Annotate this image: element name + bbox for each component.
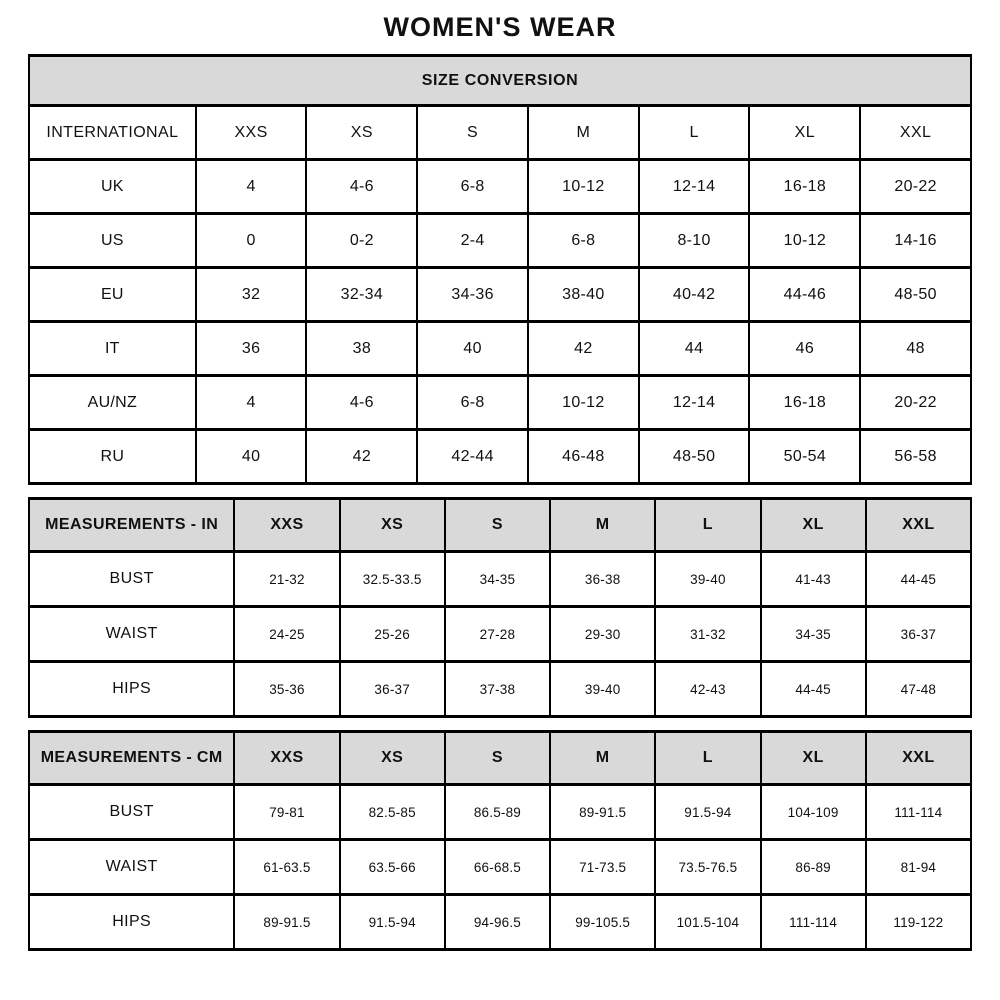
column-header-cell: XL: [749, 106, 860, 160]
table-cell: 0-2: [306, 214, 417, 268]
table-row: [29, 662, 971, 717]
table-cell: 61-63.5: [234, 840, 339, 895]
table-cell: 89-91.5: [550, 785, 655, 840]
table-cell: 32: [196, 268, 307, 322]
row-label-cell: HIPS: [29, 895, 234, 950]
table-cell: 32.5-33.5: [340, 552, 445, 607]
column-header-cell: XL: [761, 499, 866, 552]
table-cell: 6-8: [417, 376, 528, 430]
table-cell: 48-50: [860, 268, 971, 322]
table-cell: 37-38: [445, 662, 550, 717]
table-cell: 48-50: [639, 430, 750, 484]
table-cell: 2-4: [417, 214, 528, 268]
table-row: [29, 322, 971, 376]
table-cell: 24-25: [234, 607, 339, 662]
table-cell: 4: [196, 160, 307, 214]
table-cell: 111-114: [761, 895, 866, 950]
table-cell: 86-89: [761, 840, 866, 895]
table-cell: 36-37: [340, 662, 445, 717]
table-row: [29, 430, 971, 484]
table-cell: 10-12: [528, 160, 639, 214]
column-header-cell: XS: [340, 499, 445, 552]
row-label-cell: IT: [29, 322, 196, 376]
table-title: MEASUREMENTS - CM: [29, 732, 234, 785]
table-cell: 104-109: [761, 785, 866, 840]
table-cell: 40: [417, 322, 528, 376]
table-row: [29, 840, 971, 895]
table-cell: 16-18: [749, 160, 860, 214]
row-label-cell: RU: [29, 430, 196, 484]
table-cell: 44-45: [866, 552, 971, 607]
column-header-cell: L: [639, 106, 750, 160]
column-header-row: [29, 106, 971, 160]
table-cell: 4-6: [306, 160, 417, 214]
table-cell: 31-32: [655, 607, 760, 662]
column-header-cell: L: [655, 499, 760, 552]
table-cell: 44-45: [761, 662, 866, 717]
column-header-cell: XL: [761, 732, 866, 785]
table-cell: 91.5-94: [655, 785, 760, 840]
table-title-row: [29, 56, 971, 106]
table-cell: 25-26: [340, 607, 445, 662]
column-header-cell: XXS: [234, 732, 339, 785]
table-cell: 47-48: [866, 662, 971, 717]
table-title: SIZE CONVERSION: [29, 56, 971, 106]
table-cell: 40-42: [639, 268, 750, 322]
table-cell: 0: [196, 214, 307, 268]
table-cell: 20-22: [860, 376, 971, 430]
table-row: [29, 785, 971, 840]
table-cell: 44: [639, 322, 750, 376]
table-cell: 36-38: [550, 552, 655, 607]
table-cell: 82.5-85: [340, 785, 445, 840]
table-cell: 34-36: [417, 268, 528, 322]
table-cell: 21-32: [234, 552, 339, 607]
column-header-cell: XXS: [196, 106, 307, 160]
table-cell: 71-73.5: [550, 840, 655, 895]
column-header-cell: M: [550, 499, 655, 552]
table-cell: 46-48: [528, 430, 639, 484]
column-header-cell: XXL: [860, 106, 971, 160]
column-header-cell: M: [528, 106, 639, 160]
table-cell: 14-16: [860, 214, 971, 268]
row-label-cell: US: [29, 214, 196, 268]
row-label-cell: AU/NZ: [29, 376, 196, 430]
column-header-cell: S: [417, 106, 528, 160]
row-label-cell: WAIST: [29, 840, 234, 895]
table-cell: 63.5-66: [340, 840, 445, 895]
column-header-cell: XS: [306, 106, 417, 160]
table-row: [29, 552, 971, 607]
table-cell: 12-14: [639, 376, 750, 430]
table-cell: 101.5-104: [655, 895, 760, 950]
column-header-cell: XXS: [234, 499, 339, 552]
table-cell: 8-10: [639, 214, 750, 268]
row-label-cell: BUST: [29, 785, 234, 840]
table-row: [29, 895, 971, 950]
table-cell: 48: [860, 322, 971, 376]
row-label-cell: BUST: [29, 552, 234, 607]
table-cell: 91.5-94: [340, 895, 445, 950]
table-cell: 111-114: [866, 785, 971, 840]
measurements-cm-table: [28, 730, 972, 951]
column-header-cell: M: [550, 732, 655, 785]
table-cell: 10-12: [749, 214, 860, 268]
table-cell: 27-28: [445, 607, 550, 662]
table-cell: 41-43: [761, 552, 866, 607]
table-cell: 50-54: [749, 430, 860, 484]
table-row: [29, 160, 971, 214]
row-label-cell: EU: [29, 268, 196, 322]
table-cell: 56-58: [860, 430, 971, 484]
column-header-cell: L: [655, 732, 760, 785]
measurements-in-table: [28, 497, 972, 718]
table-cell: 42: [528, 322, 639, 376]
table-cell: 39-40: [550, 662, 655, 717]
table-cell: 79-81: [234, 785, 339, 840]
size-conversion-table: [28, 54, 972, 485]
table-cell: 39-40: [655, 552, 760, 607]
table-title: MEASUREMENTS - IN: [29, 499, 234, 552]
table-cell: 81-94: [866, 840, 971, 895]
table-cell: 99-105.5: [550, 895, 655, 950]
table-cell: 42: [306, 430, 417, 484]
column-header-cell: XXL: [866, 732, 971, 785]
table-cell: 4-6: [306, 376, 417, 430]
page-title: WOMEN'S WEAR: [383, 12, 617, 42]
column-header-row: [29, 732, 971, 785]
table-cell: 12-14: [639, 160, 750, 214]
table-cell: 73.5-76.5: [655, 840, 760, 895]
row-label-cell: WAIST: [29, 607, 234, 662]
table-cell: 119-122: [866, 895, 971, 950]
table-cell: 94-96.5: [445, 895, 550, 950]
table-cell: 6-8: [528, 214, 639, 268]
column-header-cell: INTERNATIONAL: [29, 106, 196, 160]
row-label-cell: UK: [29, 160, 196, 214]
column-header-row: [29, 499, 971, 552]
column-header-cell: S: [445, 499, 550, 552]
table-cell: 16-18: [749, 376, 860, 430]
table-row: [29, 376, 971, 430]
table-cell: 4: [196, 376, 307, 430]
column-header-cell: XS: [340, 732, 445, 785]
table-cell: 32-34: [306, 268, 417, 322]
table-cell: 34-35: [761, 607, 866, 662]
table-cell: 42-44: [417, 430, 528, 484]
table-cell: 34-35: [445, 552, 550, 607]
table-cell: 10-12: [528, 376, 639, 430]
table-row: [29, 268, 971, 322]
table-row: [29, 607, 971, 662]
table-cell: 6-8: [417, 160, 528, 214]
table-cell: 42-43: [655, 662, 760, 717]
column-header-cell: XXL: [866, 499, 971, 552]
table-cell: 38: [306, 322, 417, 376]
column-header-cell: S: [445, 732, 550, 785]
table-cell: 40: [196, 430, 307, 484]
table-cell: 86.5-89: [445, 785, 550, 840]
table-cell: 46: [749, 322, 860, 376]
table-cell: 38-40: [528, 268, 639, 322]
table-cell: 66-68.5: [445, 840, 550, 895]
row-label-cell: HIPS: [29, 662, 234, 717]
table-cell: 35-36: [234, 662, 339, 717]
table-row: [29, 214, 971, 268]
table-cell: 89-91.5: [234, 895, 339, 950]
table-cell: 44-46: [749, 268, 860, 322]
table-cell: 29-30: [550, 607, 655, 662]
table-cell: 20-22: [860, 160, 971, 214]
table-cell: 36-37: [866, 607, 971, 662]
table-cell: 36: [196, 322, 307, 376]
